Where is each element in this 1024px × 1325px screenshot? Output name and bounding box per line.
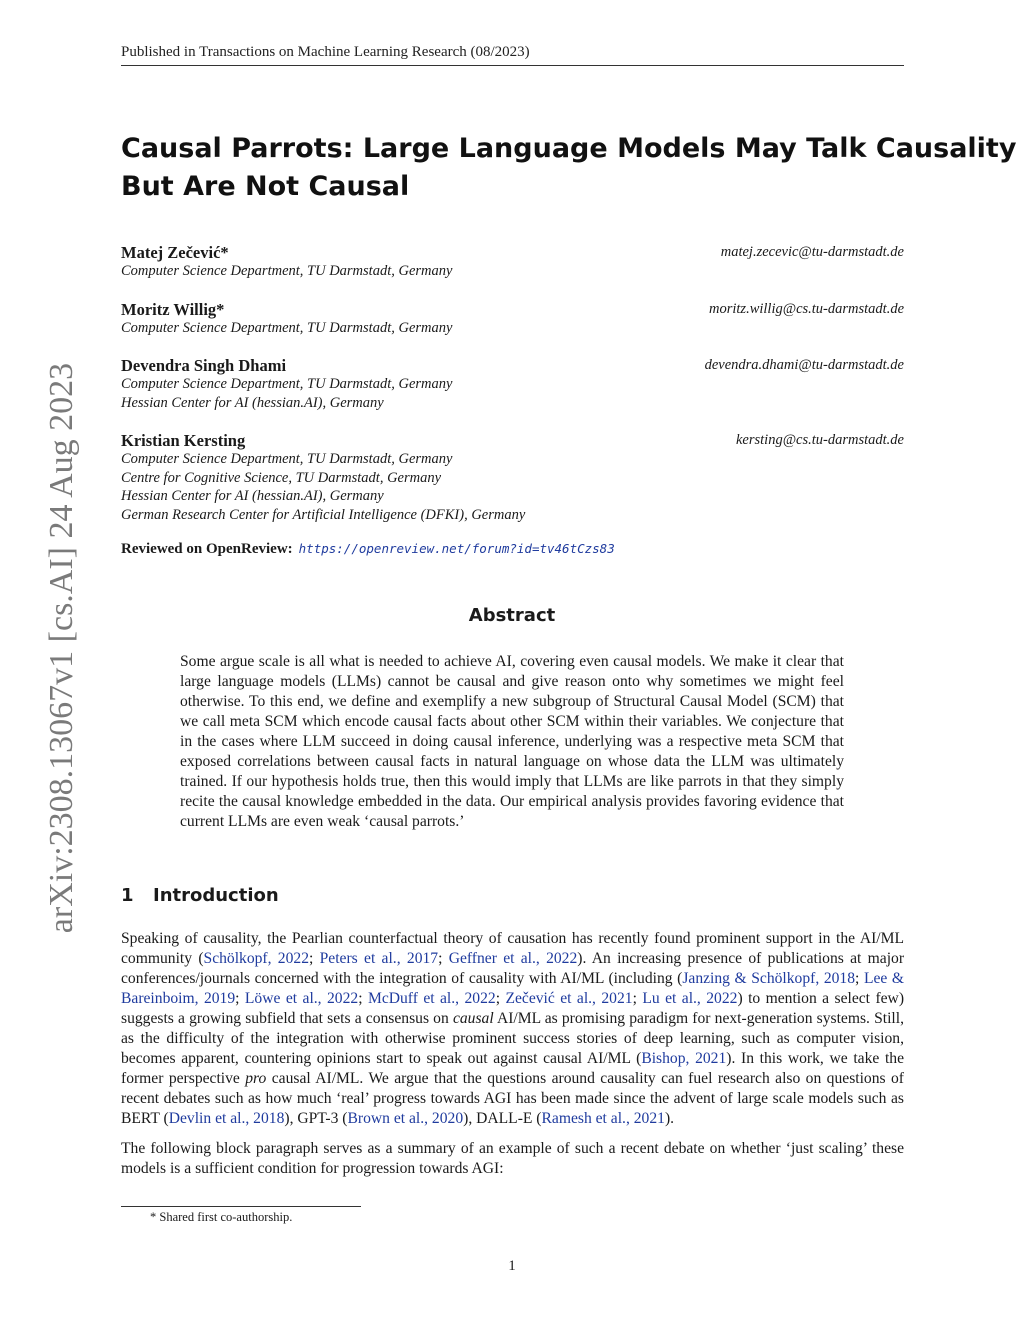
author-affiliation: Computer Science Department, TU Darmstadt, Germany — [121, 320, 453, 336]
paragraph — [121, 929, 904, 1129]
citation-link[interactable]: Lee & Bareinboim, 2019 — [121, 970, 905, 1007]
header-rule — [121, 65, 904, 66]
emphasis: causal — [452, 1010, 494, 1027]
citation-link[interactable]: Devlin et al., 2018 — [168, 1110, 285, 1127]
text-run: ). — [664, 1110, 675, 1127]
title-line-1: Causal Parrots: Large Language Models May Talk Causality — [121, 133, 1017, 164]
emphasis: pro — [245, 1070, 267, 1087]
author-affiliation: Computer Science Department, TU Darmstadt, Germany — [121, 451, 453, 467]
citation-link[interactable]: Lu et al., 2022 — [642, 990, 738, 1007]
author-block — [121, 300, 904, 338]
citation-link[interactable]: Ramesh et al., 2021 — [541, 1110, 665, 1127]
text-run: Speaking of causality, the Pearlian counterfactual theory of causation has recently found prominent support in the AI/ML community ( — [121, 930, 904, 967]
author-affiliation: German Research Center for Artificial Intelligence (DFKI), Germany — [121, 506, 526, 523]
citation-link[interactable]: Bishop, 2021 — [641, 1050, 727, 1067]
page-number: 1 — [508, 1258, 516, 1274]
author-block — [121, 356, 904, 412]
paragraph: The following block paragraph serves as a summary of an example of such a recent debate on whether ‘just scaling’ these models is a sufficient condition for progression towards AGI: — [121, 1140, 904, 1177]
footnote: * Shared first co-authorship. — [150, 1210, 293, 1224]
arxiv-stamp: arXiv:2308.13067v1 [cs.AI] 24 Aug 2023 — [43, 362, 80, 934]
paper-title — [121, 130, 1017, 206]
abstract-heading: Abstract — [468, 605, 556, 626]
author-block — [121, 243, 904, 281]
text-run: ; — [235, 990, 245, 1007]
citation-link[interactable]: Geffner et al., 2022 — [448, 950, 578, 967]
text-run: ), GPT-3 ( — [284, 1110, 348, 1127]
abstract-text: Some argue scale is all what is needed to achieve AI, covering even causal models. We make it clear that large language models (LLMs) cannot be causal and give reason onto why sometimes we might feel otherwise. To this end, we define and exemplify a new subgroup of Structural Causal Model (SCM) that we call meta SCM which encode causal facts about other SCM within their variables. We conjecture that in the cases where LLM succeed in doing causal inference, underlying was a respective meta SCM that exposed correlations between causal facts in natural language on whose data the LLM was ultimately trained. If our hypothesis holds true, then this would imply that LLMs are like parrots in that they simply recite the causal knowledge embedded in the data. Our empirical analysis provides favoring evidence that current LLMs are even weak ‘causal parrots.’ — [180, 653, 844, 830]
citation-link[interactable]: Löwe et al., 2022 — [244, 990, 359, 1007]
text-run: ; — [358, 990, 368, 1007]
author-email[interactable]: kersting@cs.tu-darmstadt.de — [736, 432, 904, 448]
author-affiliation: Centre for Cognitive Science, TU Darmstadt, Germany — [121, 469, 442, 486]
author-email[interactable]: matej.zecevic@tu-darmstadt.de — [720, 244, 904, 260]
author-email[interactable]: moritz.willig@cs.tu-darmstadt.de — [709, 301, 904, 317]
text-run: ) to mention a select few) suggests a growing subfield that sets a consensus on — [121, 990, 905, 1027]
text-run: AI/ML as promising paradigm for next-generation systems. Still, as the difficulty of the integration with otherwise prominent success stories of deep learning, such as computer vision, becomes apparent, countering opinions start to speak out against causal AI/ML ( — [121, 1010, 904, 1067]
section-heading — [121, 885, 279, 906]
text-run: ; — [438, 950, 449, 967]
author-block — [121, 431, 904, 524]
text-run: ; — [495, 990, 506, 1007]
author-name: Kristian Kersting — [121, 431, 246, 450]
author-name: Devendra Singh Dhami — [121, 356, 287, 375]
author-affiliation: Computer Science Department, TU Darmstadt, Germany — [121, 376, 453, 392]
title-line-2: But Are Not Causal — [121, 171, 410, 202]
introduction-body — [121, 929, 904, 1179]
author-name: Matej Zečević* — [121, 243, 229, 262]
text-run: ; — [632, 990, 643, 1007]
review-label: Reviewed on OpenReview: — [121, 541, 293, 557]
citation-link[interactable]: Janzing & Schölkopf, 2018 — [682, 970, 856, 987]
author-affiliation: Computer Science Department, TU Darmstadt, Germany — [121, 263, 453, 279]
running-head: Published in Transactions on Machine Learning Research (08/2023) — [121, 44, 530, 60]
author-email[interactable]: devendra.dhami@tu-darmstadt.de — [704, 357, 904, 373]
text-run: ; — [855, 970, 864, 987]
author-affiliation: Hessian Center for AI (hessian.AI), Germany — [121, 488, 384, 505]
citation-link[interactable]: Zečević et al., 2021 — [505, 990, 633, 1007]
citation-link[interactable]: Schölkopf, 2022 — [203, 950, 309, 967]
openreview-line — [121, 541, 615, 558]
citation-link[interactable]: Peters et al., 2017 — [319, 950, 439, 967]
author-affiliation: Hessian Center for AI (hessian.AI), Germany — [121, 394, 384, 411]
citation-link[interactable]: McDuff et al., 2022 — [367, 990, 496, 1007]
citation-link[interactable]: Brown et al., 2020 — [347, 1110, 464, 1127]
text-run: ). In this work, we take the former perspective — [121, 1050, 905, 1087]
text-run: ; — [309, 950, 320, 967]
section-title: Introduction — [153, 885, 279, 906]
author-name: Moritz Willig* — [121, 300, 225, 319]
footnote-rule — [121, 1206, 361, 1207]
openreview-link[interactable]: https://openreview.net/forum?id=tv46tCzs83 — [298, 541, 615, 556]
text-run: causal AI/ML. We argue that the questions around causality can fuel research also on questions of recent debates such as how much ‘real’ progress towards AGI has been made since the advent of large scale models such as BERT ( — [121, 1070, 904, 1127]
text-run: ). An increasing presence of publications at major conferences/journals concerned with the integration of causality with AI/ML (including ( — [121, 950, 905, 987]
section-number: 1 — [121, 885, 134, 906]
text-run: ), DALL-E ( — [463, 1110, 542, 1127]
